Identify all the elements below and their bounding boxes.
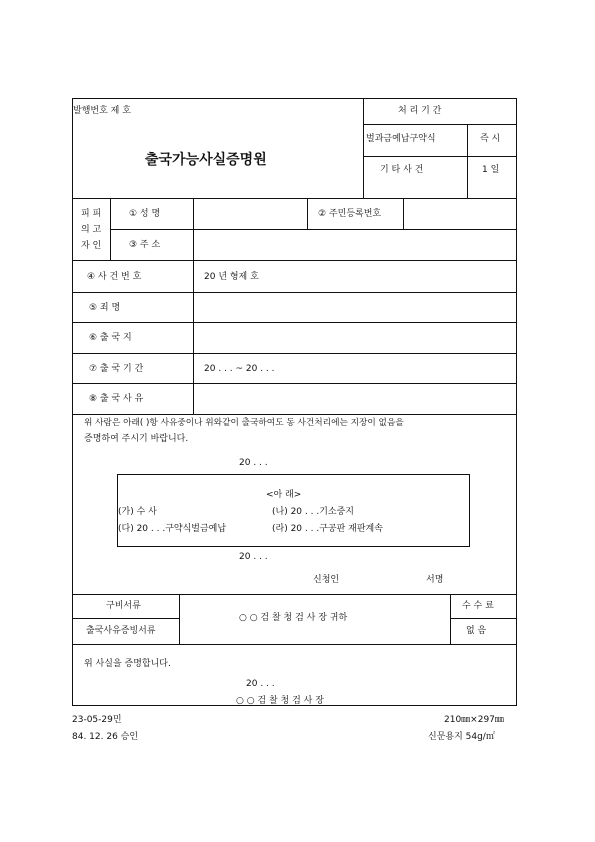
reason-label: ⑧ 출 국 사 유 xyxy=(89,394,144,404)
row-line xyxy=(72,292,517,293)
docs-line xyxy=(450,618,517,619)
destination-label: ⑥ 출 국 지 xyxy=(89,333,132,343)
doc-number: 발행번호 제 호 xyxy=(73,106,131,116)
header-divider xyxy=(363,98,364,198)
required-docs-label: 구비서류 xyxy=(106,601,141,611)
person-divider xyxy=(403,198,404,229)
row-line xyxy=(72,260,517,261)
row-line xyxy=(72,353,517,354)
approval-date: 84. 12. 26 승인 xyxy=(72,732,139,742)
header-line xyxy=(363,124,517,125)
certify-issuer: ○ ○ 검 찰 청 검 사 장 xyxy=(236,696,324,706)
side-label: 의 고 xyxy=(81,225,102,235)
fee-label: 수 수 료 xyxy=(462,601,494,611)
certify-text: 위 사실을 증명합니다. xyxy=(84,659,171,669)
request-date: 20 . . . xyxy=(239,458,268,468)
row-line xyxy=(72,414,517,415)
addressee: ○ ○ 검 찰 청 검 사 장 귀하 xyxy=(239,613,348,623)
fee-value: 없 음 xyxy=(466,626,487,636)
side-label: 피 피 xyxy=(81,209,102,219)
reason-item-c: (다) 20 . . .구약식벌금예납 xyxy=(118,524,227,534)
certify-date: 20 . . . xyxy=(246,679,275,689)
required-docs-value: 출국사유증빙서류 xyxy=(86,626,156,636)
person-divider xyxy=(193,198,194,414)
header-divider xyxy=(467,124,468,198)
row-line xyxy=(72,383,517,384)
form-number: 23-05-29민 xyxy=(72,715,122,725)
period-value: 20 . . . ~ 20 . . . xyxy=(204,364,275,374)
request-date-2: 20 . . . xyxy=(239,552,268,562)
address-label: ③ 주 소 xyxy=(129,240,161,250)
processing-row1-value: 즉 시 xyxy=(480,134,501,144)
crime-label: ⑤ 죄 명 xyxy=(89,303,121,313)
processing-row2-value: 1 일 xyxy=(482,165,500,175)
docs-divider xyxy=(450,594,451,644)
docs-divider xyxy=(179,594,180,644)
person-divider xyxy=(307,198,308,229)
name-label: ① 성 명 xyxy=(129,209,161,219)
person-line xyxy=(110,229,517,230)
case-label: ④ 사 건 번 호 xyxy=(87,272,142,282)
processing-row2-label: 기 타 사 건 xyxy=(380,165,424,175)
period-label: ⑦ 출 국 기 간 xyxy=(89,364,144,374)
header-line xyxy=(363,156,517,157)
page-title: 출국가능사실증명원 xyxy=(145,152,267,168)
signature-label: 서명 xyxy=(426,575,444,585)
reasons-box-title: <아 래> xyxy=(266,490,302,500)
request-text-line1: 위 사람은 아래( )항 사유중이나 위와같이 출국하여도 동 사건처리에는 지장이 없음을 xyxy=(84,418,404,428)
processing-period-label: 처 리 기 간 xyxy=(398,106,442,116)
docs-line xyxy=(72,618,179,619)
reason-item-b: (나) 20 . . .기소중지 xyxy=(272,507,354,517)
processing-row1-label: 벌과금예납구약식 xyxy=(366,134,436,144)
reason-item-a: (가) 수 사 xyxy=(118,507,157,517)
reason-item-d: (라) 20 . . .구공판 재판계속 xyxy=(272,524,383,534)
applicant-label: 신청인 xyxy=(313,575,340,585)
paper-spec: 신문용지 54g/㎡ xyxy=(428,732,495,742)
request-text-line2: 증명하여 주시기 바랍니다. xyxy=(84,434,189,444)
case-value: 20 년 형제 호 xyxy=(204,272,259,282)
row-line xyxy=(72,322,517,323)
paper-size: 210㎜×297㎜ xyxy=(444,715,504,725)
side-label: 자 인 xyxy=(81,241,102,251)
section-divider xyxy=(72,198,517,199)
id-label: ② 주민등록번호 xyxy=(318,209,382,219)
docs-line xyxy=(72,644,517,645)
